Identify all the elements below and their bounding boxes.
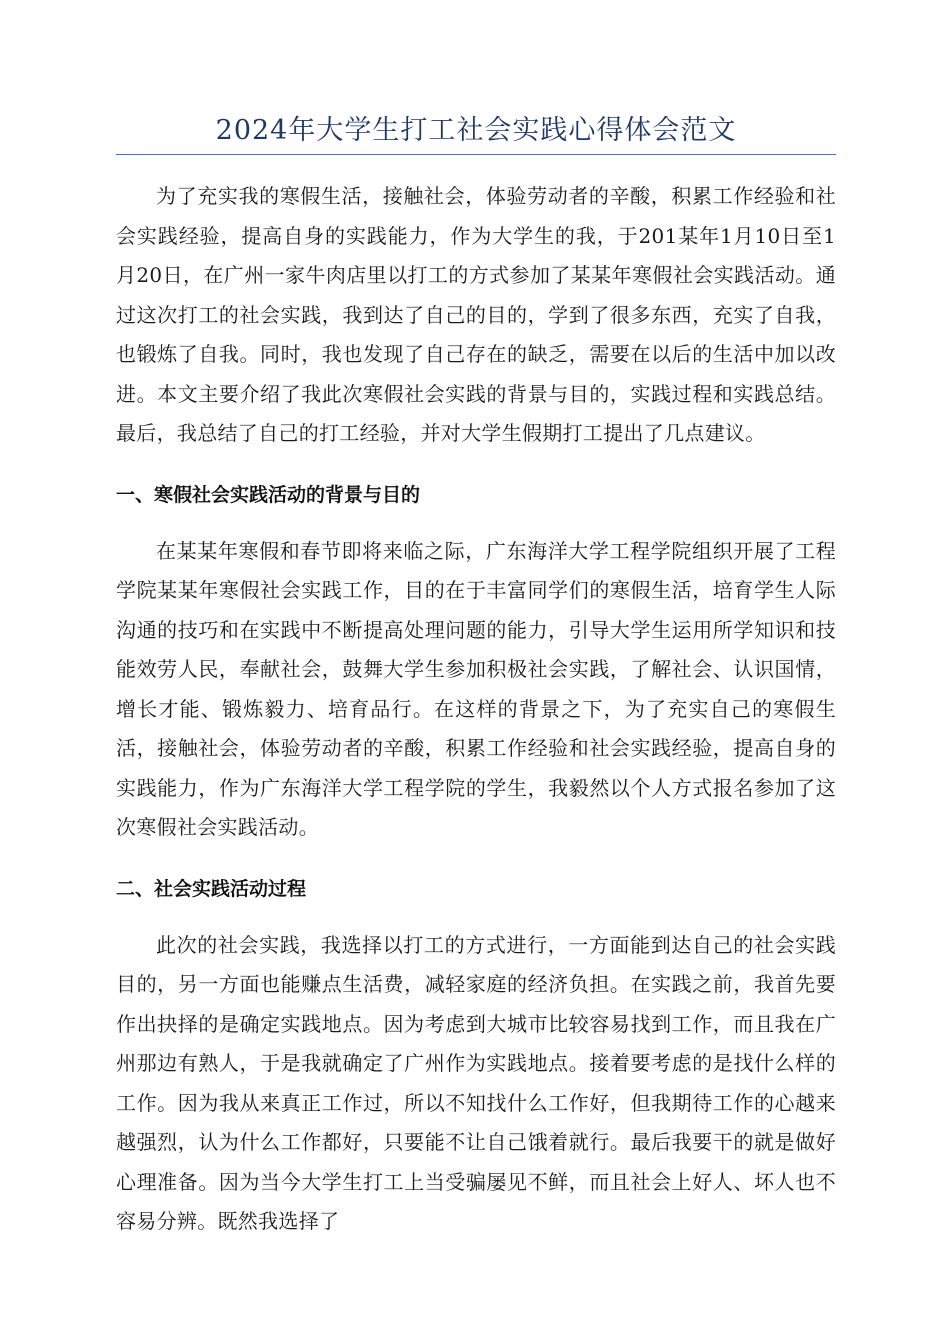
intro-paragraph: 为了充实我的寒假生活，接触社会，体验劳动者的辛酸，积累工作经验和社会实践经验，提高自身的实践能力，作为大学生的我，于201某年1月10日至1月20日，在广州一家牛肉店里以打工的方式参加了某某年寒假社会实践活动。通过这次打工的社会实践，我到达了自己的目的，学到了很多东西，充实了自我，也锻炼了自我。同时，我也发现了自己存在的缺乏，需要在以后的生活中加以改进。本文主要介绍了我此次寒假社会实践的背景与目的，实践过程和实践总结。最后，我总结了自己的打工经验，并对大学生假期打工提出了几点建议。	[116, 184, 836, 445]
section-body-background: 在某某年寒假和春节即将来临之际，广东海洋大学工程学院组织开展了工程学院某某年寒假社会实践工作，目的在于丰富同学们的寒假生活，培育学生人际沟通的技巧和在实践中不断提高处理问题的能力，引导大学生运用所学知识和技能效劳人民，奉献社会，鼓舞大学生参加积极社会实践，了解社会、认识国情，增长才能、锻炼毅力、培育品行。在这样的背景之下，为了充实自己的寒假生活，接触社会，体验劳动者的辛酸，积累工作经验和社会实践经验，提高自身的实践能力，作为广东海洋大学工程学院的学生，我毅然以个人方式报名参加了这次寒假社会实践活动。	[116, 538, 836, 839]
section-heading-process: 二、社会实践活动过程	[116, 877, 307, 900]
document-page	[116, 112, 836, 1242]
document-title: 2024年大学生打工社会实践心得体会范文	[116, 112, 836, 155]
section-heading-background: 一、寒假社会实践活动的背景与目的	[116, 483, 421, 506]
section-body-process: 此次的社会实践，我选择以打工的方式进行，一方面能到达自己的社会实践目的，另一方面也能赚点生活费，减轻家庭的经济负担。在实践之前，我首先要作出抉择的是确定实践地点。因为考虑到大城市比较容易找到工作，而且我在广州那边有熟人，于是我就确定了广州作为实践地点。接着要考虑的是找什么样的工作。因为我从来真正工作过，所以不知找什么工作好，但我期待工作的心越来越强烈，认为什么工作都好，只要能不让自己饿着就行。最后我要干的就是做好心理准备。因为当今大学生打工上当受骗屡见不鲜，而且社会上好人、坏人也不容易分辨。既然我选择了	[116, 932, 836, 1233]
